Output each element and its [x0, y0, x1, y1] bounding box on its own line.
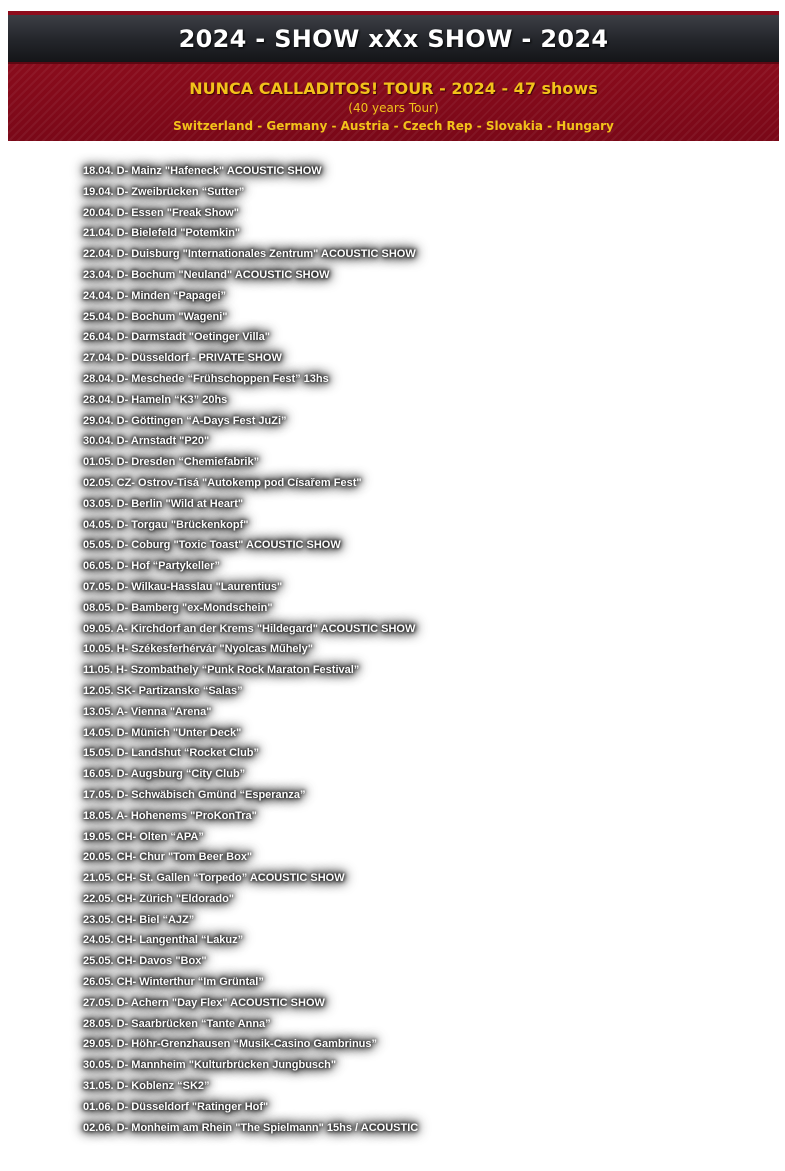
show-entry-text: 26.04. D- Darmstadt "Oetinger Villa"	[83, 331, 270, 344]
show-entry-text: 02.05. CZ- Ostrov-Tisá "Autokemp pod Císařem Fest"	[83, 476, 362, 489]
show-entry-text: 21.05. CH- St. Gallen “Torpedo” ACOUSTIC SHOW	[83, 872, 345, 885]
tour-title: NUNCA CALLADITOS! TOUR - 2024 - 47 shows	[189, 79, 598, 98]
show-entry-text: 05.05. D- Coburg "Toxic Toast" ACOUSTIC SHOW	[83, 539, 341, 552]
show-list-item	[81, 539, 420, 560]
show-entry-text: 23.04. D- Bochum "Neuland" ACOUSTIC SHOW	[83, 268, 330, 281]
page-title: 2024 - SHOW xXx SHOW - 2024	[178, 25, 609, 53]
show-list-item	[81, 872, 420, 893]
show-entry-text: 24.05. CH- Langenthal “Lakuz”	[83, 934, 244, 947]
show-list-item	[81, 207, 420, 228]
show-entry-text: 08.05. D- Bamberg "ex-Mondschein"	[83, 601, 273, 614]
show-list-item	[81, 311, 420, 332]
show-entry-text: 09.05. A- Kirchdorf an der Krems "Hildegard" ACOUSTIC SHOW	[83, 622, 416, 635]
tour-info-box	[8, 62, 779, 141]
show-list-item	[81, 893, 420, 914]
show-entry-text: 18.04. D- Mainz "Hafeneck" ACOUSTIC SHOW	[83, 165, 322, 177]
show-list-item	[81, 519, 420, 540]
show-entry-text: 24.04. D- Minden “Papagei”	[83, 289, 227, 302]
show-list-item	[81, 914, 420, 935]
show-entry-text: 13.05. A- Vienna "Arena"	[83, 705, 212, 718]
show-entry-text: 28.04. D- Meschede “Frühschoppen Fest” 13hs	[83, 372, 329, 385]
show-list-item	[81, 186, 420, 207]
show-list-item	[81, 997, 420, 1018]
show-list-item	[81, 477, 420, 498]
show-entry-text: 19.04. D- Zweibrücken “Sutter”	[83, 185, 245, 198]
show-entry-text: 10.05. H- Székesferhérvár "Nyolcas Műhely"	[83, 643, 313, 656]
show-entry-text: 30.04. D- Arnstadt "P20"	[83, 435, 210, 448]
show-list-item	[81, 581, 420, 602]
show-entry-text: 16.05. D- Augsburg “City Club”	[83, 768, 246, 781]
show-list-item	[81, 415, 420, 436]
show-entry-text: 20.05. CH- Chur "Tom Beer Box"	[83, 851, 253, 864]
show-list-item	[81, 269, 420, 290]
show-list-item	[81, 934, 420, 955]
show-entry-text: 12.05. SK- Partizanske “Salas”	[83, 684, 243, 697]
show-entry-text: 18.05. A- Hohenems "ProKonTra"	[83, 809, 257, 822]
show-list-item	[81, 851, 420, 872]
show-entry-text: 21.04. D- Bielefeld "Potemkin"	[83, 227, 241, 240]
show-list-item	[81, 955, 420, 976]
show-list-item	[81, 789, 420, 810]
show-list-item	[81, 352, 420, 373]
show-list-item	[81, 248, 420, 269]
show-entry-text: 22.04. D- Duisburg "Internationales Zentrum" ACOUSTIC SHOW	[83, 248, 416, 261]
show-list-item	[81, 290, 420, 311]
show-entry-text: 27.04. D- Düsseldorf - PRIVATE SHOW	[83, 352, 282, 365]
show-list-item	[81, 331, 420, 352]
show-list-item	[81, 560, 420, 581]
show-entry-text: 01.06. D- Düsseldorf "Ratinger Hof"	[83, 1100, 269, 1113]
show-list-item	[81, 623, 420, 644]
show-entry-text: 28.04. D- Hameln “K3” 20hs	[83, 393, 228, 406]
show-list-item	[81, 1038, 420, 1059]
show-entry-text: 31.05. D- Koblenz “SK2”	[83, 1080, 210, 1093]
show-list-item	[81, 227, 420, 248]
show-list	[81, 165, 420, 1142]
show-entry-text: 25.04. D- Bochum "Wageni"	[83, 310, 228, 323]
show-list-item	[81, 1101, 420, 1122]
show-entry-text: 03.05. D- Berlin "Wild at Heart"	[83, 497, 244, 510]
show-list-item	[81, 727, 420, 748]
show-list-item	[81, 643, 420, 664]
tour-countries: Switzerland - Germany - Austria - Czech Rep - Slovakia - Hungary	[173, 119, 614, 133]
show-list-item	[81, 685, 420, 706]
show-entry-text: 26.05. CH- Winterthur “Im Grüntal”	[83, 976, 264, 989]
show-list-item	[81, 664, 420, 685]
show-list-item	[81, 1059, 420, 1080]
show-entry-text: 02.06. D- Monheim am Rhein "The Spielmann" 15hs / ACOUSTIC	[83, 1121, 419, 1134]
show-entry-text: 27.05. D- Achern "Day Flex" ACOUSTIC SHOW	[83, 996, 325, 1009]
show-entry-text: 01.05. D- Dresden “Chemiefabrik”	[83, 456, 260, 469]
show-list-item	[81, 456, 420, 477]
show-entry-text: 07.05. D- Wilkau-Hasslau "Laurentius"	[83, 580, 283, 593]
show-list-item	[81, 373, 420, 394]
tour-subtitle: (40 years Tour)	[348, 101, 439, 115]
show-entry-text: 14.05. D- Münich "Unter Deck"	[83, 726, 242, 739]
show-list-item	[81, 1080, 420, 1101]
show-entry-text: 04.05. D- Torgau "Brückenkopf"	[83, 518, 249, 531]
show-list-item	[81, 810, 420, 831]
show-list-item	[81, 747, 420, 768]
show-list-item	[81, 165, 420, 186]
show-entry-text: 06.05. D- Hof “Partykeller”	[83, 560, 220, 573]
header-banner	[8, 11, 779, 62]
show-entry-text: 25.05. CH- Davos "Box"	[83, 955, 207, 968]
show-list-item	[81, 1122, 420, 1143]
show-entry-text: 30.05. D- Mannheim "Kulturbrücken Jungbusch"	[83, 1059, 337, 1072]
show-list-item	[81, 768, 420, 789]
show-entry-text: 15.05. D- Landshut “Rocket Club”	[83, 747, 260, 760]
show-entry-text: 22.05. CH- Zürich "Eldorado"	[83, 892, 235, 905]
show-list-item	[81, 602, 420, 623]
show-list-item	[81, 976, 420, 997]
show-list-item	[81, 394, 420, 415]
show-entry-text: 19.05. CH- Olten “APA”	[83, 830, 204, 843]
show-list-item	[81, 706, 420, 727]
show-entry-text: 29.05. D- Höhr-Grenzhausen “Musik-Casino Gambrinus”	[83, 1038, 378, 1051]
show-list-item	[81, 831, 420, 852]
show-entry-text: 11.05. H- Szombathely “Punk Rock Maraton Festival”	[83, 664, 360, 677]
show-list-item	[81, 1018, 420, 1039]
show-entry-text: 28.05. D- Saarbrücken “Tante Anna”	[83, 1017, 271, 1030]
show-list-item	[81, 498, 420, 519]
show-list-item	[81, 435, 420, 456]
show-entry-text: 23.05. CH- Biel “AJZ”	[83, 913, 195, 926]
show-entry-text: 20.04. D- Essen "Freak Show"	[83, 206, 239, 219]
show-entry-text: 29.04. D- Göttingen “A-Days Fest JuZi”	[83, 414, 287, 427]
show-entry-text: 17.05. D- Schwäbisch Gmünd “Esperanza”	[83, 788, 306, 801]
